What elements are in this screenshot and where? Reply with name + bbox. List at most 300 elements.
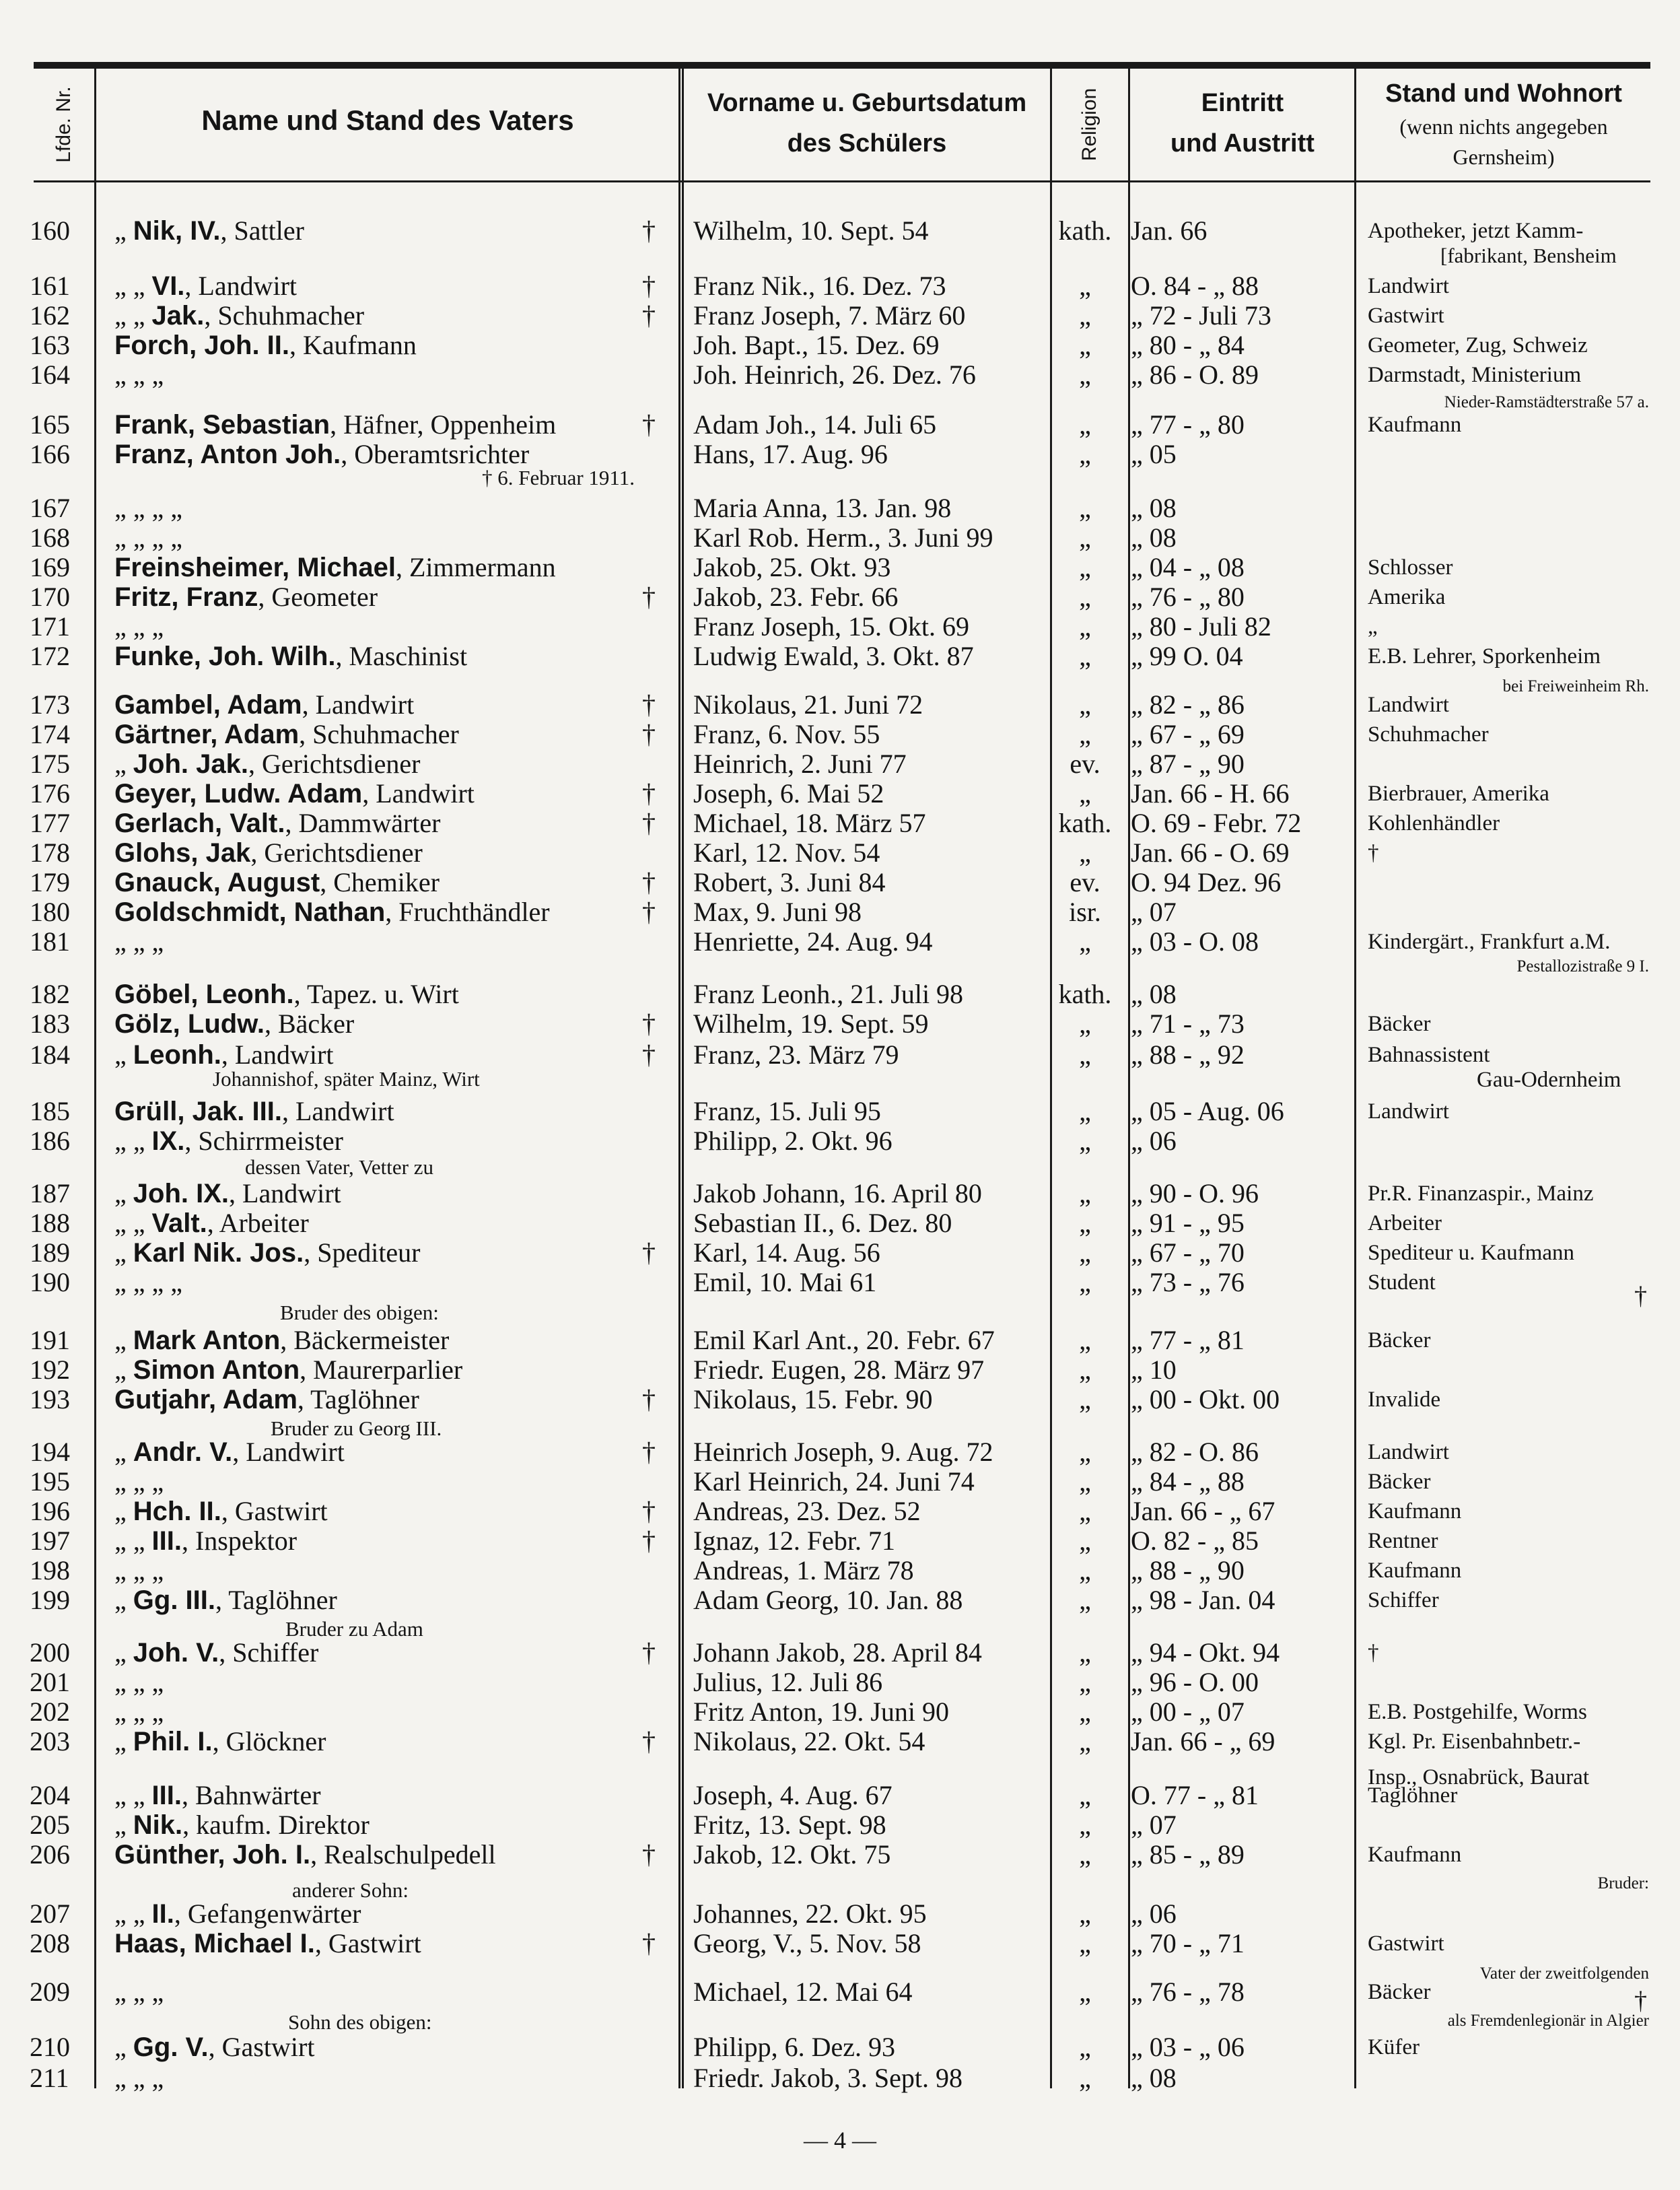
father-cell — [114, 1929, 421, 1958]
row-number: 205 — [30, 1810, 70, 1840]
entry-exit: „ 67 - „ 70 — [1131, 1237, 1245, 1268]
occupation-residence: Spediteur u. Kaufmann — [1368, 1241, 1575, 1265]
ditto-mark: „ — [114, 1237, 133, 1268]
entry-exit: „ 08 — [1131, 2063, 1177, 2093]
row-number: 168 — [30, 522, 70, 553]
religion: „ — [1079, 1585, 1091, 1615]
ditto-mark: „ — [114, 1039, 133, 1070]
religion: „ — [1079, 522, 1091, 553]
row-number: 211 — [30, 2063, 69, 2093]
father-name: Grüll, Jak. III. — [114, 1097, 282, 1126]
father-occupation: , Spediteur — [304, 1237, 421, 1268]
father-cell — [114, 1497, 328, 1526]
occupation-residence: Bäcker — [1368, 1012, 1431, 1036]
ditto-mark: „ „ „ — [114, 1697, 164, 1727]
student-name-birthdate: Adam Joh., 14. Juli 65 — [693, 409, 937, 440]
student-name-birthdate: Nikolaus, 22. Okt. 54 — [693, 1726, 925, 1756]
father-name: Karl Nik. Jos. — [133, 1238, 304, 1268]
student-name-birthdate: Joseph, 4. Aug. 67 — [693, 1780, 893, 1810]
religion: „ — [1079, 1096, 1091, 1126]
father-name: Forch, Joh. II. — [114, 331, 290, 360]
father-cell — [114, 2033, 314, 2061]
student-name-birthdate: Franz Leonh., 21. Juli 98 — [693, 979, 964, 1009]
father-cell — [114, 1127, 343, 1155]
student-name-birthdate: Johannes, 22. Okt. 95 — [693, 1898, 927, 1929]
father-occupation: , Schiffer — [219, 1637, 319, 1668]
father-cell — [114, 411, 556, 439]
father-occupation: , Gerichtsdiener — [248, 749, 421, 779]
deceased-mark: † — [642, 582, 656, 612]
religion: kath. — [1058, 215, 1112, 246]
father-name: Gutjahr, Adam — [114, 1385, 298, 1414]
father-occupation: , Schirrmeister — [184, 1126, 343, 1156]
religion: „ — [1079, 778, 1091, 809]
student-name-birthdate: Wilhelm, 19. Sept. 59 — [693, 1008, 929, 1039]
ditto-mark: „ „ „ — [114, 360, 164, 390]
ditto-mark: „ „ — [114, 1208, 152, 1238]
entry-exit: Jan. 66 - H. 66 — [1131, 778, 1290, 809]
occupation-residence: Kaufmann — [1368, 1499, 1462, 1524]
father-cell — [114, 750, 420, 778]
entry-exit: „ 82 - „ 86 — [1131, 689, 1245, 720]
religion: „ — [1079, 300, 1091, 331]
entry-exit: „ 03 - „ 06 — [1131, 2032, 1245, 2062]
entry-exit: „ 94 - Okt. 94 — [1131, 1637, 1280, 1668]
father-name: II. — [151, 1899, 174, 1929]
row-number: 167 — [30, 493, 70, 523]
father-cell — [114, 720, 459, 749]
religion: „ — [1079, 1355, 1091, 1385]
religion: „ — [1079, 439, 1091, 469]
entry-exit: „ 80 - „ 84 — [1131, 330, 1245, 360]
father-occupation: , Taglöhner — [297, 1384, 419, 1414]
ditto-mark: „ „ „ „ — [114, 493, 183, 523]
father-name: Gerlach, Valt. — [114, 809, 285, 838]
father-cell — [114, 1209, 309, 1237]
father-occupation: , Zimmermann — [395, 552, 556, 582]
table-row — [0, 2033, 1680, 2061]
entry-exit: O. 82 - „ 85 — [1131, 1526, 1259, 1556]
father-name: Goldschmidt, Nathan — [114, 897, 386, 927]
row-number: 169 — [30, 552, 70, 582]
entry-exit: O. 77 - „ 81 — [1131, 1780, 1259, 1810]
father-cell — [114, 1811, 370, 1839]
table-row — [0, 1929, 1680, 1958]
religion: „ — [1079, 1637, 1091, 1668]
father-occupation: , Glöckner — [212, 1726, 326, 1756]
table-row — [0, 440, 1680, 469]
student-name-birthdate: Franz, 15. Juli 95 — [693, 1096, 881, 1126]
ditto-mark: „ „ „ — [114, 1667, 164, 1697]
father-occupation: , Geometer — [258, 582, 378, 612]
note: Bruder: — [1597, 1874, 1649, 1892]
religion: „ — [1079, 1437, 1091, 1467]
father-cell — [114, 642, 467, 671]
note: Pestallozistraße 9 I. — [1516, 957, 1649, 976]
occupation-residence: Student — [1368, 1270, 1436, 1295]
father-occupation: , Landwirt — [362, 778, 475, 809]
occupation-residence: E.B. Postgehilfe, Worms — [1368, 1700, 1587, 1724]
entry-exit: „ 06 — [1131, 1898, 1177, 1929]
table-row — [0, 809, 1680, 837]
student-name-birthdate: Joh. Bapt., 15. Dez. 69 — [693, 330, 940, 360]
father-name: Joh. IX. — [133, 1179, 230, 1208]
row-number: 171 — [30, 611, 70, 642]
father-name: Franz, Anton Joh. — [114, 440, 341, 469]
note: bei Freiweinheim Rh. — [1502, 677, 1649, 695]
student-name-birthdate: Nikolaus, 21. Juni 72 — [693, 689, 923, 720]
father-cell — [114, 898, 550, 926]
table-row — [0, 1841, 1680, 1869]
row-number: 208 — [30, 1928, 70, 1958]
father-cell — [114, 583, 378, 611]
father-name: Gambel, Adam — [114, 690, 302, 720]
father-name: Leonh. — [133, 1040, 221, 1070]
entry-exit: „ 08 — [1131, 493, 1177, 523]
student-name-birthdate: Robert, 3. Juni 84 — [693, 867, 886, 897]
deceased-mark: † — [642, 1237, 656, 1268]
father-cell — [114, 1668, 164, 1697]
table-row — [0, 1438, 1680, 1466]
entry-exit: „ 67 - „ 69 — [1131, 719, 1245, 749]
father-name: Andr. V. — [133, 1437, 233, 1467]
note: anderer Sohn: — [292, 1878, 409, 1902]
father-occupation: , Gerichtsdiener — [250, 837, 423, 868]
religion: „ — [1079, 330, 1091, 360]
ditto-mark: „ „ „ — [114, 926, 164, 957]
religion: „ — [1079, 552, 1091, 582]
ditto-mark: „ „ — [114, 300, 152, 331]
entry-exit: „ 10 — [1131, 1355, 1177, 1385]
ditto-mark: „ „ „ — [114, 1466, 164, 1497]
occupation-residence: Bahnassistent — [1368, 1043, 1490, 1067]
student-name-birthdate: Karl, 12. Nov. 54 — [693, 837, 880, 868]
row-number: 177 — [30, 808, 70, 838]
entry-exit: „ 71 - „ 73 — [1131, 1008, 1245, 1039]
father-cell — [114, 980, 459, 1008]
entry-exit: „ 88 - „ 90 — [1131, 1555, 1245, 1585]
father-cell — [114, 494, 182, 522]
page-number: — 4 — — [804, 2127, 876, 2154]
religion: „ — [1079, 2032, 1091, 2062]
religion: „ — [1079, 493, 1091, 523]
note: dessen Vater, Vetter zu — [245, 1155, 433, 1179]
religion: „ — [1079, 1977, 1091, 2007]
occupation-residence: Rentner — [1368, 1529, 1438, 1553]
row-number: 196 — [30, 1496, 70, 1526]
father-cell — [114, 1698, 164, 1726]
occupation-residence: Schiffer — [1368, 1588, 1439, 1612]
ditto-mark: „ — [114, 215, 133, 246]
row-number: 184 — [30, 1039, 70, 1070]
entry-exit: „ 07 — [1131, 897, 1177, 927]
table-row — [0, 1727, 1680, 1756]
table-row — [0, 868, 1680, 897]
student-name-birthdate: Adam Georg, 10. Jan. 88 — [693, 1585, 963, 1615]
table-row — [0, 1698, 1680, 1726]
table-row — [0, 1127, 1680, 1155]
deceased-mark: † — [642, 897, 656, 927]
religion: „ — [1079, 1237, 1091, 1268]
note: † — [1634, 1282, 1647, 1310]
father-occupation: , Gastwirt — [314, 1928, 421, 1958]
row-number: 166 — [30, 439, 70, 469]
father-cell — [114, 1268, 182, 1297]
father-cell — [114, 928, 164, 956]
note: als Fremdenlegionär in Algier — [1447, 2012, 1649, 2030]
deceased-mark: † — [642, 1839, 656, 1870]
row-number: 179 — [30, 867, 70, 897]
father-cell — [114, 1727, 326, 1756]
ditto-mark: „ — [114, 1810, 133, 1840]
father-name: Hch. II. — [133, 1497, 221, 1526]
entry-exit: „ 98 - Jan. 04 — [1131, 1585, 1275, 1615]
table-row — [0, 272, 1680, 300]
father-name: Simon Anton — [133, 1355, 300, 1385]
occupation-residence: Bäcker — [1368, 1328, 1431, 1353]
deceased-mark: † — [642, 778, 656, 809]
occupation-residence: † — [1368, 841, 1379, 865]
ditto-mark: „ — [114, 2032, 133, 2062]
father-cell — [114, 553, 556, 582]
father-cell — [114, 440, 529, 469]
row-number: 161 — [30, 271, 70, 301]
row-number: 183 — [30, 1008, 70, 1039]
occupation-residence: Amerika — [1368, 585, 1446, 609]
deceased-mark: † — [642, 1726, 656, 1756]
table-row — [0, 1179, 1680, 1208]
header-stand-line1: Stand und Wohnort — [1385, 79, 1622, 108]
ditto-mark: „ „ — [114, 1898, 152, 1929]
row-number: 198 — [30, 1555, 70, 1585]
student-name-birthdate: Joh. Heinrich, 26. Dez. 76 — [693, 360, 976, 390]
table-row — [0, 1041, 1680, 1069]
father-occupation: , Schuhmacher — [204, 300, 365, 331]
entry-exit: „ 80 - Juli 82 — [1131, 611, 1271, 642]
father-cell — [114, 1179, 341, 1208]
entry-exit: O. 94 Dez. 96 — [1131, 867, 1282, 897]
row-number: 191 — [30, 1325, 70, 1355]
father-occupation: , Schuhmacher — [299, 719, 459, 749]
table-row — [0, 361, 1680, 389]
table-row — [0, 780, 1680, 808]
father-cell — [114, 868, 440, 897]
father-cell — [114, 1326, 449, 1355]
header-rule — [34, 180, 1650, 182]
row-number: 174 — [30, 719, 70, 749]
occupation-residence: Gastwirt — [1368, 304, 1444, 328]
row-number: 190 — [30, 1267, 70, 1297]
father-cell — [114, 1639, 318, 1667]
table-row — [0, 1209, 1680, 1237]
entry-exit: „ 00 - „ 07 — [1131, 1697, 1245, 1727]
religion: „ — [1079, 409, 1091, 440]
note: Vater der zweitfolgenden — [1479, 1964, 1649, 1983]
religion: „ — [1079, 1384, 1091, 1414]
father-occupation: , Gefangenwärter — [174, 1898, 361, 1929]
table-row — [0, 302, 1680, 330]
student-name-birthdate: Franz, 6. Nov. 55 — [693, 719, 880, 749]
father-occupation: , Häfner, Oppenheim — [330, 409, 557, 440]
ditto-mark: „ — [114, 1437, 133, 1467]
father-cell — [114, 839, 423, 867]
entry-exit: „ 90 - O. 96 — [1131, 1178, 1259, 1208]
father-name: Mark Anton — [133, 1326, 281, 1355]
religion: „ — [1079, 1697, 1091, 1727]
table-row — [0, 217, 1680, 245]
father-name: Haas, Michael I. — [114, 1929, 315, 1958]
father-occupation: , Kaufmann — [289, 330, 417, 360]
occupation-residence: Bäcker — [1368, 1980, 1431, 2004]
father-occupation: , Tapez. u. Wirt — [293, 979, 459, 1009]
table-row — [0, 2064, 1680, 2092]
father-occupation: , Bahnwärter — [181, 1780, 321, 1810]
religion: „ — [1079, 837, 1091, 868]
father-name: Gölz, Ludw. — [114, 1009, 265, 1039]
entry-exit: „ 73 - „ 76 — [1131, 1267, 1245, 1297]
entry-exit: O. 84 - „ 88 — [1131, 271, 1259, 301]
entry-exit: „ 05 - Aug. 06 — [1131, 1096, 1284, 1126]
father-cell — [114, 1900, 361, 1928]
entry-exit: „ 99 O. 04 — [1131, 641, 1243, 671]
table-row — [0, 1010, 1680, 1038]
occupation-residence: Schlosser — [1368, 555, 1453, 580]
row-number: 188 — [30, 1208, 70, 1238]
occupation-residence: Taglöhner — [1368, 1783, 1458, 1808]
father-cell — [114, 1010, 354, 1038]
ditto-mark: „ — [114, 1496, 133, 1526]
father-name: Göbel, Leonh. — [114, 980, 294, 1009]
father-name: Gärtner, Adam — [114, 720, 300, 749]
entry-exit: Jan. 66 - O. 69 — [1131, 837, 1290, 868]
father-occupation: , kaufm. Direktor — [182, 1810, 370, 1840]
student-name-birthdate: Sebastian II., 6. Dez. 80 — [693, 1208, 952, 1238]
occupation-residence: Pr.R. Finanzaspir., Mainz — [1368, 1182, 1594, 1206]
ditto-mark: „ — [114, 1637, 133, 1668]
row-number: 186 — [30, 1126, 70, 1156]
deceased-mark: † — [642, 808, 656, 838]
religion: „ — [1079, 1008, 1091, 1039]
row-number: 192 — [30, 1355, 70, 1385]
entry-exit: „ 77 - „ 81 — [1131, 1325, 1245, 1355]
note: † 6. Februar 1911. — [482, 466, 635, 489]
occupation-residence: Bierbrauer, Amerika — [1368, 782, 1549, 806]
occupation-residence: Apotheker, jetzt Kamm- — [1368, 219, 1584, 243]
father-cell — [114, 1781, 321, 1810]
ditto-mark: „ — [114, 1585, 133, 1615]
religion: „ — [1079, 1325, 1091, 1355]
note: Bruder des obigen: — [280, 1301, 439, 1324]
father-cell — [114, 613, 164, 641]
entry-exit: „ 91 - „ 95 — [1131, 1208, 1245, 1238]
father-occupation: , Chemiker — [320, 867, 440, 897]
row-number: 201 — [30, 1667, 70, 1697]
father-cell — [114, 361, 164, 389]
student-name-birthdate: Friedr. Eugen, 28. März 97 — [693, 1355, 985, 1385]
occupation-residence: Kaufmann — [1368, 1843, 1462, 1867]
table-row — [0, 1811, 1680, 1839]
table-row — [0, 1356, 1680, 1384]
ditto-mark: „ „ „ „ — [114, 1267, 183, 1297]
row-number: 204 — [30, 1780, 70, 1810]
student-name-birthdate: Karl Heinrich, 24. Juni 74 — [693, 1466, 975, 1497]
occupation-residence: Landwirt — [1368, 1099, 1449, 1124]
occupation-residence: Kindergärt., Frankfurt a.M. — [1368, 930, 1611, 954]
entry-exit: „ 84 - „ 88 — [1131, 1466, 1245, 1497]
table-row — [0, 750, 1680, 778]
ditto-mark: „ „ — [114, 1126, 152, 1156]
occupation-residence: Schuhmacher — [1368, 722, 1489, 747]
table-row — [0, 1668, 1680, 1697]
header-eintritt-line2: und Austritt — [1170, 129, 1315, 158]
ditto-mark: „ „ „ — [114, 1977, 164, 2007]
occupation-residence: Kohlenhändler — [1368, 811, 1500, 835]
student-name-birthdate: Jakob, 25. Okt. 93 — [693, 552, 891, 582]
father-cell — [114, 1356, 462, 1384]
religion: „ — [1079, 1039, 1091, 1070]
ditto-mark: „ „ „ „ — [114, 522, 183, 553]
note: Nieder-Ramstädterstraße 57 a. — [1444, 393, 1649, 411]
entry-exit: „ 08 — [1131, 979, 1177, 1009]
student-name-birthdate: Wilhelm, 10. Sept. 54 — [693, 215, 929, 246]
father-occupation: , Inspektor — [181, 1526, 298, 1556]
religion: „ — [1079, 1810, 1091, 1840]
occupation-residence: Küfer — [1368, 2035, 1420, 2059]
student-name-birthdate: Julius, 12. Juli 86 — [693, 1667, 883, 1697]
header-vater: Name und Stand des Vaters — [201, 104, 574, 136]
father-occupation: , Bäckermeister — [280, 1325, 450, 1355]
entry-exit: „ 00 - Okt. 00 — [1131, 1384, 1280, 1414]
father-name: Valt. — [151, 1208, 207, 1238]
entry-exit: Jan. 66 — [1131, 215, 1208, 246]
student-name-birthdate: Henriette, 24. Aug. 94 — [693, 926, 933, 957]
table-row — [0, 1497, 1680, 1526]
occupation-residence: Gastwirt — [1368, 1931, 1444, 1956]
student-name-birthdate: Jakob, 23. Febr. 66 — [693, 582, 899, 612]
religion: „ — [1079, 1898, 1091, 1929]
father-cell — [114, 331, 417, 360]
religion: ev. — [1070, 749, 1100, 779]
header-lfd-nr: Lfde. Nr. — [53, 86, 75, 163]
father-cell — [114, 1239, 421, 1267]
entry-exit: „ 82 - O. 86 — [1131, 1437, 1259, 1467]
religion: „ — [1079, 582, 1091, 612]
father-occupation: , Landwirt — [232, 1437, 345, 1467]
row-number: 164 — [30, 360, 70, 390]
row-number: 173 — [30, 689, 70, 720]
ditto-mark: „ — [114, 1726, 133, 1756]
religion: „ — [1079, 360, 1091, 390]
row-number: 209 — [30, 1977, 70, 2007]
religion: isr. — [1069, 897, 1101, 927]
ditto-mark: „ „ — [114, 1526, 152, 1556]
father-cell — [114, 1385, 419, 1414]
row-number: 195 — [30, 1466, 70, 1497]
ditto-mark: „ „ — [114, 271, 152, 301]
occupation-residence: Invalide — [1368, 1388, 1441, 1412]
header-eintritt-line1: Eintritt — [1201, 89, 1284, 117]
ditto-mark: „ „ „ — [114, 2063, 164, 2093]
father-name: Günther, Joh. I. — [114, 1840, 311, 1870]
occupation-residence: Bäcker — [1368, 1470, 1431, 1494]
table-row — [0, 1385, 1680, 1414]
ditto-mark: „ „ „ — [114, 1555, 164, 1585]
student-name-birthdate: Franz Joseph, 15. Okt. 69 — [693, 611, 969, 642]
table-row — [0, 411, 1680, 439]
father-occupation: , Taglöhner — [215, 1585, 337, 1615]
religion: „ — [1079, 926, 1091, 957]
father-name: Fritz, Franz — [114, 582, 258, 612]
